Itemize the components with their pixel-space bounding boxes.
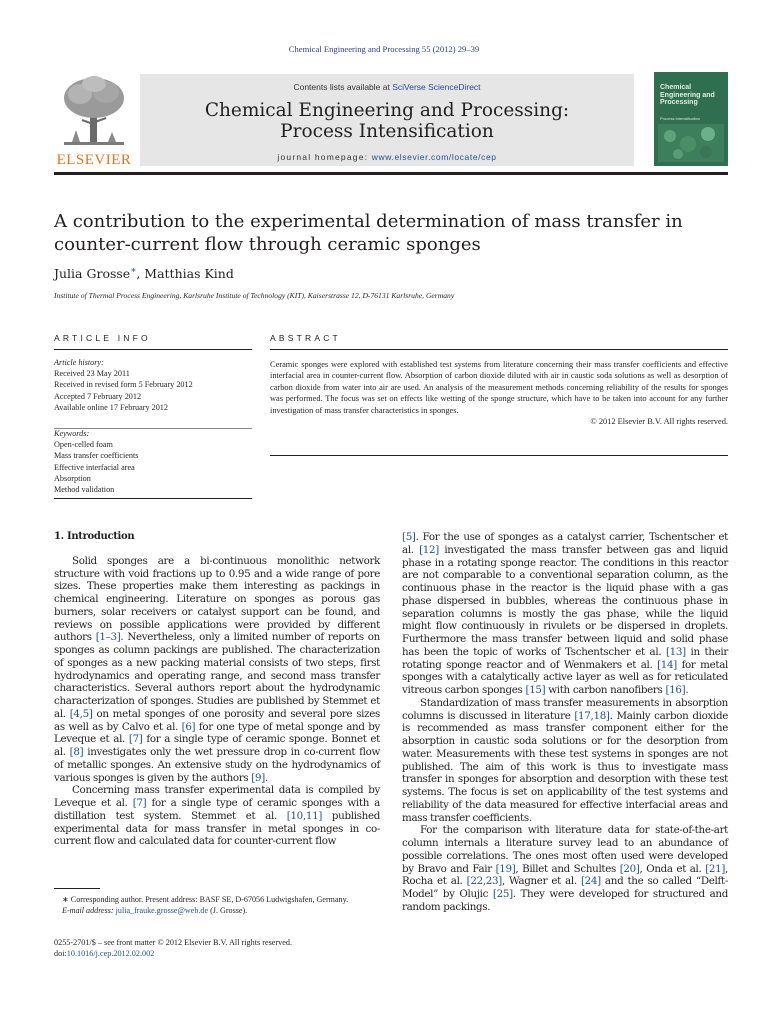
author-email-link[interactable]: julia_frauke.grosse@web.de (115, 906, 209, 915)
footnote-rule (54, 888, 100, 889)
elsevier-wordmark: ELSEVIER (56, 152, 132, 168)
article-info-heading: ARTICLE INFO (54, 333, 151, 343)
citation-link[interactable]: [21] (705, 862, 726, 875)
journal-title-line-1: Chemical Engineering and Processing: (204, 100, 570, 121)
abstract-heading: ABSTRACT (270, 333, 341, 343)
citation-link[interactable]: [7] (132, 797, 147, 809)
keyword-item: Absorption (54, 473, 91, 483)
abstract-copyright: © 2012 Elsevier B.V. All rights reserved. (590, 417, 728, 427)
citation-link[interactable]: [1–3] (95, 631, 121, 644)
citation-link[interactable]: [22,23] (466, 875, 502, 888)
cover-subtitle: Process Intensification (660, 116, 701, 121)
history-item: Accepted 7 February 2012 (54, 391, 142, 401)
cover-art-image (658, 124, 724, 162)
divider (54, 349, 252, 350)
journal-header-box (140, 74, 634, 166)
citation-link[interactable]: [24] (580, 875, 601, 888)
keyword-item: Mass transfer coefficients (54, 451, 139, 461)
doi-link[interactable]: 10.1016/j.cep.2012.02.002 (66, 949, 155, 958)
masthead-rule (54, 172, 728, 175)
elsevier-logo[interactable] (54, 74, 134, 168)
front-matter (54, 937, 292, 959)
email-suffix: (J. Grosse). (208, 906, 248, 915)
history-label: Article history: (54, 358, 104, 367)
sciencedirect-link[interactable]: SciVerse ScienceDirect (392, 82, 481, 92)
citation-link[interactable]: [5] (402, 531, 416, 543)
citation-link[interactable]: [19] (495, 862, 516, 875)
citation-link[interactable]: [12] (419, 543, 439, 556)
paragraph: Standardization of mass transfer measurements in absorption columns is discussed in literature [17,18]. Mainly carbon dioxide is recommended as mass transfer component either for the absorption in caustic soda solutions or for the desorption from water. Measurements with these test systems in sponges are not published. The aim of this work is thus to investigate mass transfer in sponges for absorption and desorption with these test systems. The focus is set on applicability of the test systems and reliability of the data measured for effective interfacial areas and mass transfer coefficients. (402, 696, 728, 824)
paragraph: For the comparison with literature data for state-of-the-art column internals a literature survey lead to an abundance of possible correlations. The ones most often used were developed by Bravo and Fair [19], Billet and Schultes [20], Onda et al. [21], Rocha et al. [22,23], Wagner et al. [24] and the so called “Delft-Model” by Olujic [25]. They were developed for structured and random packings. (402, 824, 728, 913)
keyword-item: Method validation (54, 485, 115, 495)
contents-prefix: Contents lists available at (293, 82, 393, 92)
doi-label: doi: (54, 949, 67, 958)
citation-link[interactable]: [17,18] (574, 709, 610, 722)
author-affiliation: Institute of Thermal Process Engineering, Karlsruhe Institute of Technology (KIT), Kaiserstrasse 12, D-76131 Karlsruhe, Germany (54, 291, 455, 300)
cover-title: Chemical Engineering and Processing (660, 84, 715, 106)
abstract-body (270, 359, 728, 427)
divider (54, 498, 252, 499)
history-item: Available online 17 February 2012 (54, 402, 168, 412)
citation-link[interactable]: [20] (619, 862, 640, 875)
contents-line (140, 82, 634, 92)
journal-homepage-line (140, 152, 634, 162)
citation-link[interactable]: [4,5] (69, 707, 93, 720)
footnote-text: ∗ Corresponding author. Present address: BASF SE, D-67056 Ludwigshafen, Germany. (62, 895, 349, 904)
keyword-item: Open-celled foam (54, 440, 113, 450)
elsevier-tree-icon (60, 74, 128, 150)
body-column-right (402, 531, 728, 914)
citation-link[interactable]: [15] (525, 684, 546, 696)
divider (270, 349, 728, 350)
citation-link[interactable]: [7] (128, 733, 143, 746)
journal-reference[interactable]: Chemical Engineering and Processing 55 (2012) 29–39 (288, 44, 480, 54)
author-name[interactable]: Matthias Kind (144, 266, 234, 282)
author-separator: , (136, 266, 145, 282)
paper-title: A contribution to the experimental determination of mass transfer in counter-current flow through ceramic sponges (54, 211, 683, 255)
issn-line: 0255-2701/$ – see front matter © 2012 Elsevier B.V. All rights reserved. (54, 938, 293, 947)
keywords-label: Keywords: (54, 429, 90, 438)
citation-link[interactable]: [10,11] (286, 809, 323, 822)
doi-line (54, 948, 292, 959)
journal-title-line-2: Process Intensification (280, 121, 494, 142)
keywords (54, 428, 252, 495)
journal-homepage-link[interactable]: www.elsevier.com/locate/cep (371, 152, 497, 162)
citation-link[interactable]: [6] (181, 720, 196, 733)
citation-link[interactable]: [16] (665, 684, 686, 696)
footnote-email-line (54, 905, 380, 916)
divider (270, 455, 728, 456)
section-heading-introduction: 1. Introduction (54, 531, 135, 542)
paragraph: Solid sponges are a bi-continuous monolithic network structure with void fractions up to 0.95 and a wide range of pore sizes. These properties make them interesting as packings in chemical engineering. Literature on sponges as porous gas burners, solar receivers or catalyst support can be found, and reviews on possible applications were provided by different authors [1–3]. Nevertheless, only a limited number of reports on sponges as column packings are published. The characterization of sponges as a new packing material consists of two steps, first hydrodynamics and operating range, and second mass transfer characteristics. Several authors report about the hydrodynamic characterization of sponges. Studies are published by Stemmet et al. [4,5] on metal sponges of one porosity and several pore sizes as well as by Calvo et al. [6] for one type of metal sponge and by Leveque et al. [7] for a single type of ceramic sponge. Bonnet et al. [8] investigates only the wet pressure drop in co-current flow of metallic sponges. An extensive study on the hydrodynamics of various sponges is given by the authors [9]. (54, 554, 380, 784)
citation-link[interactable]: [8] (69, 746, 84, 758)
journal-masthead (54, 72, 728, 176)
journal-title (140, 100, 634, 142)
history-item: Received in revised form 5 February 2012 (54, 380, 193, 390)
author-list (54, 266, 234, 281)
article-history (54, 357, 252, 413)
corresponding-author-mark[interactable]: ∗ (130, 266, 137, 276)
journal-cover-thumbnail[interactable] (654, 72, 728, 166)
paragraph: Concerning mass transfer experimental data is compiled by Leveque et al. [7] for a single type of ceramic sponges with a distillation test system. Stemmet et al. [10,11] published experimental data for mass transfer in metal sponges in co-current flow and calculated data for counter-current flow (54, 784, 380, 848)
paragraph-continued: [5]. For the use of sponges as a catalyst carrier, Tschentscher et al. [12] investigated the mass transfer between gas and liquid phase in a rotating sponge reactor. The conditions in this reactor are not comparable to a conventional separation column, as the continuous phase in the reactor is the liquid phase with a gas phase dispersed in bubbles, whereas the continuous phase in separation columns is mostly the gas phase, while the liquid might flow continuously in rivulets or be dispersed in droplets. Furthermore the mass transfer between liquid and solid phase has been the topic of works of Tschentscher et al. [13] in their rotating sponge reactor and of Wenmakers et al. [14] for metal sponges with a catalytically active layer as well as for reticulated vitreous carbon sponges [15] with carbon nanofibers [16]. (402, 531, 729, 696)
citation-link[interactable]: [25] (492, 888, 513, 900)
citation-link[interactable]: [9] (251, 771, 265, 784)
citation-link[interactable]: [14] (657, 658, 677, 671)
email-label: E-mail address: (62, 906, 116, 915)
corresponding-author-footnote (54, 894, 380, 916)
history-item: Received 23 May 2011 (54, 369, 130, 379)
homepage-prefix: journal homepage: (277, 152, 372, 162)
abstract-text: Ceramic sponges were explored with established test systems from literature concerning their mass transfer coefficients and effective interfacial area in counter-current flow. Absorption of carbon dioxide diluted with air in caustic soda solutions as well as desorption of carbon dioxide from water into air are used. An analysis of the measurement methods concerning reliability of the results for sponges was performed. The focus was set on effects like wetting of the sponge structure, which have to be taken into account for any further investigation of mass transfer characteristics in sponges. (270, 360, 728, 415)
keyword-item: Effective interfacial area (54, 462, 135, 472)
citation-link[interactable]: [13] (665, 645, 686, 658)
body-column-left (54, 531, 380, 848)
author-name[interactable]: Julia Grosse (54, 266, 131, 282)
